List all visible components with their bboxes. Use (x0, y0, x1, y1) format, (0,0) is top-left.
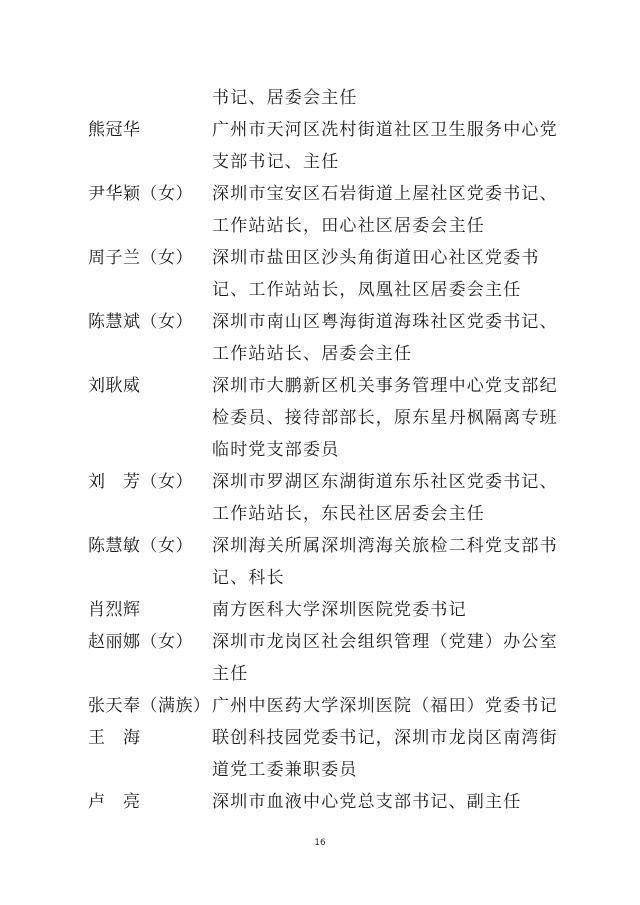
position-line: 深圳市血液中心党总支部书记、副主任 (212, 792, 522, 812)
person-position (212, 82, 568, 114)
person-name: 刘 芳（女） (88, 472, 193, 492)
person-position (212, 178, 568, 242)
position-line: 工作站站长，田心社区居委会主任 (212, 216, 485, 236)
position-line: 记、科长 (212, 568, 285, 588)
list-item (0, 370, 640, 466)
list-item (0, 242, 640, 306)
name-list (0, 82, 640, 818)
position-line: 书记、居委会主任 (212, 88, 358, 108)
position-line: 道党工委兼职委员 (212, 760, 358, 780)
person-name: 张天奉（满族） (88, 696, 211, 716)
person-name: 刘耿威 (88, 376, 141, 396)
person-position (212, 242, 568, 306)
person-name: 王 海 (88, 728, 141, 748)
person-position (212, 370, 568, 466)
position-line: 记、工作站站长，凤凰社区居委会主任 (212, 280, 522, 300)
position-line: 南方医科大学深圳医院党委书记 (212, 600, 467, 620)
position-line: 主任 (212, 664, 249, 684)
person-name: 尹华颖（女） (88, 184, 193, 204)
position-line: 临时党支部委员 (212, 440, 340, 460)
list-item (0, 786, 640, 818)
position-line: 深圳市罗湖区东湖街道东乐社区党委书记、 (212, 472, 558, 492)
person-position (212, 722, 568, 786)
list-item (0, 178, 640, 242)
position-line: 深圳市龙岗区社会组织管理（党建）办公室 (212, 632, 558, 652)
person-position (212, 786, 568, 818)
list-item (0, 594, 640, 626)
position-line: 工作站站长、居委会主任 (212, 344, 413, 364)
person-name: 周子兰（女） (88, 248, 193, 268)
list-item (0, 114, 640, 178)
position-line: 深圳市盐田区沙头角街道田心社区党委书 (212, 248, 540, 268)
person-position (212, 626, 568, 690)
list-item (0, 466, 640, 530)
list-item (0, 530, 640, 594)
position-line: 深圳海关所属深圳湾海关旅检二科党支部书 (212, 536, 558, 556)
position-line: 检委员、接待部部长，原东星丹枫隔离专班 (212, 408, 558, 428)
position-line: 联创科技园党委书记，深圳市龙岗区南湾街 (212, 728, 558, 748)
list-item (0, 690, 640, 722)
person-name: 陈慧敏（女） (88, 536, 193, 556)
person-position (212, 594, 568, 626)
person-position (212, 306, 568, 370)
page-number: 16 (314, 838, 326, 848)
position-line: 深圳市南山区粤海街道海珠社区党委书记、 (212, 312, 558, 332)
list-item (0, 306, 640, 370)
person-name: 熊冠华 (88, 120, 141, 140)
person-name: 卢 亮 (88, 792, 141, 812)
person-name: 肖烈辉 (88, 600, 141, 620)
position-line: 深圳市大鹏新区机关事务管理中心党支部纪 (212, 376, 558, 396)
person-position (212, 114, 568, 178)
position-line: 工作站站长，东民社区居委会主任 (212, 504, 485, 524)
person-name: 陈慧斌（女） (88, 312, 193, 332)
list-item (0, 82, 640, 114)
position-line: 深圳市宝安区石岩街道上屋社区党委书记、 (212, 184, 558, 204)
list-item (0, 626, 640, 690)
person-name: 赵丽娜（女） (88, 632, 193, 652)
position-line: 广州市天河区冼村街道社区卫生服务中心党 (212, 120, 558, 140)
person-position (212, 466, 568, 530)
position-line: 广州中医药大学深圳医院（福田）党委书记 (212, 696, 558, 716)
person-position (212, 530, 568, 594)
position-line: 支部书记、主任 (212, 152, 340, 172)
list-item (0, 722, 640, 786)
person-position (212, 690, 568, 722)
